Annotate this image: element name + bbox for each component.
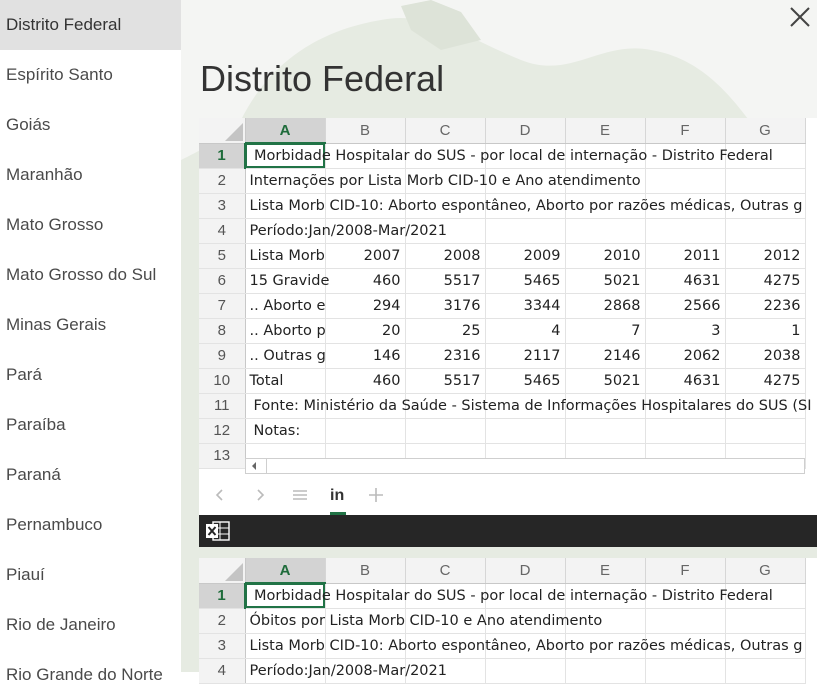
sidebar-item[interactable]: Goiás <box>6 115 51 134</box>
row-header[interactable]: 2 <box>199 608 245 633</box>
table-cell[interactable]: 2117 <box>485 343 565 368</box>
table-cell[interactable]: 3176 <box>405 293 485 318</box>
table-cell[interactable]: 4275 <box>725 268 805 293</box>
column-header[interactable]: G <box>725 558 805 583</box>
table-cell[interactable] <box>245 608 603 633</box>
table-cell[interactable]: 2236 <box>725 293 805 318</box>
cell-text: Fonte: Ministério da Saúde - Sistema de Informações Hospitalares do SUS (SI <box>253 397 812 414</box>
table-cell[interactable] <box>245 193 803 218</box>
table-cell[interactable] <box>325 418 405 443</box>
table-cell[interactable]: 5517 <box>405 268 485 293</box>
table-row <box>199 243 805 268</box>
table-cell[interactable] <box>725 658 805 683</box>
sidebar-item[interactable]: Paraíba <box>6 415 66 434</box>
table-row <box>199 583 805 608</box>
table-cell[interactable] <box>245 418 325 443</box>
sidebar-item[interactable]: Minas Gerais <box>6 315 107 334</box>
table-cell[interactable] <box>245 633 803 658</box>
sheet-tab[interactable]: in <box>330 487 345 504</box>
chevron-left-icon[interactable] <box>211 486 229 504</box>
column-header[interactable]: G <box>725 118 805 143</box>
table-row <box>199 393 805 418</box>
table-cell[interactable]: 294 <box>325 293 405 318</box>
row-header[interactable]: 11 <box>199 393 245 418</box>
table-cell[interactable]: 2010 <box>565 243 645 268</box>
table-row <box>199 343 805 368</box>
table-cell[interactable]: 2062 <box>645 343 725 368</box>
table-cell[interactable]: 3344 <box>485 293 565 318</box>
table-cell[interactable] <box>725 218 805 243</box>
table-row <box>199 193 805 218</box>
table-cell[interactable] <box>245 583 773 608</box>
column-header[interactable]: D <box>485 118 565 143</box>
table-cell[interactable]: 2146 <box>565 343 645 368</box>
sidebar-item[interactable]: Pará <box>6 365 42 384</box>
row-header[interactable]: 9 <box>199 343 245 368</box>
sidebar-item[interactable]: Piauí <box>6 565 45 584</box>
table-cell[interactable] <box>565 658 645 683</box>
table-cell[interactable]: 25 <box>405 318 485 343</box>
column-header[interactable]: E <box>565 558 645 583</box>
cell-text: Período:Jan/2008-Mar/2021 <box>249 222 447 239</box>
cell-text: Notas: <box>253 422 301 439</box>
table-cell[interactable]: 5021 <box>565 368 645 393</box>
cell-text: Óbitos por Lista Morb CID-10 e Ano atendimento <box>249 612 603 629</box>
table-cell[interactable] <box>565 418 645 443</box>
row-header[interactable]: 6 <box>199 268 245 293</box>
table-cell[interactable] <box>245 393 812 418</box>
corner-triangle-icon <box>225 563 243 581</box>
table-cell[interactable]: 4 <box>485 318 565 343</box>
table-cell[interactable]: 2007 <box>325 243 405 268</box>
column-header[interactable]: D <box>485 558 565 583</box>
table-cell[interactable] <box>645 218 725 243</box>
table-cell[interactable] <box>245 143 773 168</box>
table-cell[interactable]: 7 <box>565 318 645 343</box>
table-cell[interactable]: 5465 <box>485 268 565 293</box>
column-header[interactable]: B <box>325 558 405 583</box>
page-title: Distrito Federal <box>200 58 445 99</box>
row-header[interactable]: 2 <box>199 168 245 193</box>
table-cell[interactable]: 2038 <box>725 343 805 368</box>
spreadsheet-grid[interactable] <box>199 558 806 684</box>
table-row <box>199 608 805 633</box>
sidebar-item[interactable]: Espírito Santo <box>6 65 113 84</box>
column-header[interactable]: A <box>245 558 325 583</box>
scrollbar-thumb[interactable] <box>266 459 267 473</box>
sidebar-item[interactable]: Distrito Federal <box>0 0 181 50</box>
cell-text: Lista Morb CID-10: Aborto espontâneo, Aborto por razões médicas, Outras g <box>249 197 803 214</box>
table-cell[interactable] <box>645 658 725 683</box>
chevron-right-icon[interactable] <box>251 486 269 504</box>
table-cell[interactable] <box>405 418 485 443</box>
table-row <box>199 633 805 658</box>
plus-icon[interactable] <box>367 486 385 504</box>
table-row <box>199 268 805 293</box>
table-cell[interactable] <box>645 168 725 193</box>
close-icon[interactable] <box>787 4 813 30</box>
row-header[interactable]: 3 <box>199 633 245 658</box>
sidebar-item[interactable]: Pernambuco <box>6 515 103 534</box>
table-cell[interactable]: 5021 <box>565 268 645 293</box>
select-all-corner[interactable] <box>199 118 245 143</box>
table-cell[interactable] <box>645 608 725 633</box>
table-cell[interactable] <box>645 418 725 443</box>
table-row <box>199 318 805 343</box>
menu-icon[interactable] <box>291 486 309 504</box>
table-row <box>199 368 805 393</box>
table-cell[interactable]: 15 Gravide <box>245 268 325 293</box>
row-header[interactable]: 3 <box>199 193 245 218</box>
table-cell[interactable]: 2566 <box>645 293 725 318</box>
cell-text: Morbidade Hospitalar do SUS - por local de internação - Distrito Federal <box>254 588 773 604</box>
scroll-left-icon[interactable] <box>250 462 258 470</box>
table-cell[interactable] <box>485 658 565 683</box>
sidebar-item[interactable]: Mato Grosso do Sul <box>6 265 157 284</box>
row-header[interactable]: 4 <box>199 218 245 243</box>
column-header[interactable]: F <box>645 118 725 143</box>
sidebar-item[interactable]: Rio Grande do Norte <box>6 665 163 684</box>
table-cell[interactable]: .. Aborto e <box>245 293 325 318</box>
row-header[interactable]: 12 <box>199 418 245 443</box>
sidebar-item[interactable]: Mato Grosso <box>6 215 104 234</box>
table-cell[interactable]: 146 <box>325 343 405 368</box>
table-cell[interactable] <box>245 218 447 243</box>
row-header[interactable]: 8 <box>199 318 245 343</box>
sidebar-item[interactable]: Paraná <box>6 465 61 484</box>
table-cell[interactable]: 2009 <box>485 243 565 268</box>
table-cell[interactable] <box>725 418 805 443</box>
column-header[interactable]: C <box>405 558 485 583</box>
excel-icon[interactable] <box>205 519 231 543</box>
table-row <box>199 218 805 243</box>
excel-toolbar <box>199 515 817 547</box>
column-header[interactable]: C <box>405 118 485 143</box>
cell-text: Período:Jan/2008-Mar/2021 <box>249 662 447 679</box>
table-cell[interactable]: 2011 <box>645 243 725 268</box>
table-cell[interactable]: 20 <box>325 318 405 343</box>
table-cell[interactable]: 1 <box>725 318 805 343</box>
row-header[interactable]: 7 <box>199 293 245 318</box>
table-cell[interactable]: 2008 <box>405 243 485 268</box>
table-cell[interactable]: 460 <box>325 368 405 393</box>
row-header[interactable]: 4 <box>199 658 245 683</box>
row-header[interactable]: 13 <box>199 443 245 468</box>
table-row <box>199 658 805 683</box>
table-cell[interactable] <box>245 168 641 193</box>
sheet-tab-bar <box>199 478 817 515</box>
table-cell[interactable]: .. Aborto p <box>245 318 325 343</box>
column-header[interactable]: F <box>645 558 725 583</box>
table-cell[interactable]: Total <box>245 368 325 393</box>
table-cell[interactable] <box>565 218 645 243</box>
cell-text: Lista Morb CID-10: Aborto espontâneo, Aborto por razões médicas, Outras g <box>249 637 803 654</box>
table-cell[interactable]: 2868 <box>565 293 645 318</box>
table-row <box>199 143 805 168</box>
table-cell[interactable] <box>485 418 565 443</box>
state-sidebar <box>0 0 181 684</box>
select-all-corner[interactable] <box>199 558 245 583</box>
table-cell[interactable] <box>485 218 565 243</box>
column-header[interactable]: E <box>565 118 645 143</box>
table-cell[interactable]: Lista Morb <box>245 243 325 268</box>
state-detail-panel <box>181 0 817 679</box>
row-header[interactable]: 1 <box>199 143 245 168</box>
table-row <box>199 293 805 318</box>
table-cell[interactable] <box>725 168 805 193</box>
table-cell[interactable] <box>725 608 805 633</box>
table-cell[interactable]: 2012 <box>725 243 805 268</box>
spreadsheet-internacoes[interactable] <box>199 118 817 515</box>
table-cell[interactable]: 5517 <box>405 368 485 393</box>
table-row <box>199 168 805 193</box>
horizontal-scrollbar[interactable] <box>245 458 805 474</box>
row-header[interactable]: 5 <box>199 243 245 268</box>
corner-triangle-icon <box>225 123 243 141</box>
sidebar-item[interactable]: Rio de Janeiro <box>6 615 116 634</box>
table-cell[interactable]: 5465 <box>485 368 565 393</box>
spreadsheet-obitos[interactable] <box>199 558 817 679</box>
table-cell[interactable]: 3 <box>645 318 725 343</box>
table-cell[interactable]: 4631 <box>645 368 725 393</box>
table-cell[interactable]: 2316 <box>405 343 485 368</box>
sidebar-item[interactable]: Maranhão <box>6 165 83 184</box>
table-cell[interactable]: 4275 <box>725 368 805 393</box>
cell-text: Internações por Lista Morb CID-10 e Ano atendimento <box>249 172 641 189</box>
cell-text: Morbidade Hospitalar do SUS - por local de internação - Distrito Federal <box>254 148 773 164</box>
row-header[interactable]: 1 <box>199 583 245 608</box>
table-cell[interactable] <box>245 658 447 683</box>
column-header[interactable]: B <box>325 118 405 143</box>
table-cell[interactable]: .. Outras g <box>245 343 325 368</box>
table-cell[interactable]: 4631 <box>645 268 725 293</box>
table-cell[interactable]: 460 <box>325 268 405 293</box>
row-header[interactable]: 10 <box>199 368 245 393</box>
table-row <box>199 418 805 443</box>
column-header[interactable]: A <box>245 118 325 143</box>
spreadsheet-grid[interactable] <box>199 118 812 469</box>
